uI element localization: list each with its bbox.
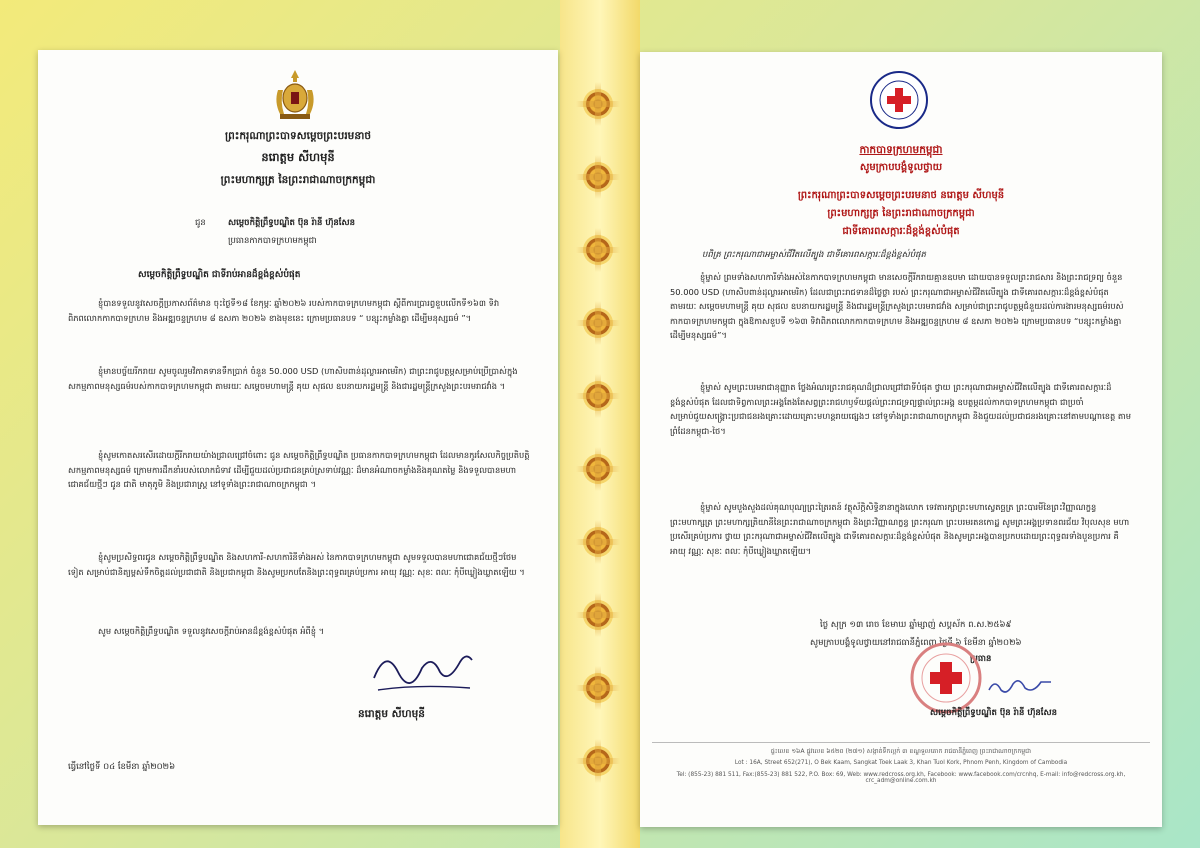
ornament-icon bbox=[586, 384, 610, 408]
addressee-line-2: ព្រះមហាក្សត្រ នៃព្រះរាជាណាចក្រកម្ពុជា bbox=[827, 208, 975, 219]
official-stamp-icon bbox=[908, 640, 984, 716]
king-handwritten-signature bbox=[368, 638, 478, 700]
royal-letter-page bbox=[38, 50, 558, 825]
ornament-icon bbox=[586, 238, 610, 262]
title-line-1: ព្រះករុណាព្រះបាទសម្តេចព្រះបរមនាថ bbox=[224, 130, 371, 142]
lunar-date: ថ្ងៃ សុក្រ ១៣ រោច ខែមាឃ ឆ្នាំម្សាញ់ សប្តស័ក ព.ស.២៥៦៩ bbox=[820, 620, 1012, 630]
paragraph-1: ខ្ញុំបានទទួលនូវសេចក្តីប្រកាសព័ត៌មាន ចុះថ្ងៃទី១៨ ខែកុម្ភៈ ឆ្នាំ២០២៦ របស់កាកបាទក្រហមកម្ពុជា ស្តីពីការប្រារព្ធខួបលើកទី១៦៣ ទិវាពិភពលោកកាកបាទក្រហម និងអឌ្ឍចន្ទក្រហម ៨ ឧសភា ២០២៦ ខាងមុខនេះ ក្រោមប្រធានបទ “ បន្សុះកម្លាំងគ្នា ដើម្បីមនុស្សធម៌ ”។ bbox=[68, 298, 500, 323]
ornament-icon bbox=[586, 311, 610, 335]
paragraph-1: ខ្ញុំម្ចាស់ ព្រមទាំងសហការីទាំងអស់នៃកាកបាទក្រហមកម្ពុជា មានសេចក្តីរីករាយគ្មានឧបមា ដោយបានទទួលព្រះរាជសារ និងព្រះរាជទ្រព្យ ចំនួន 50.000 USD (ហាសិបពាន់ដុល្លារអាមេរិក) ដែលជាព្រះរាជទានដ៏ថ្លៃថ្លា របស់ ព្រះករុណាជាអម្ចាស់ជីវិតលើត្បូង ជាទីគោរពសក្ការៈដ៏ខ្ពង់ខ្ពស់បំផុត តាមរយៈ សម្តេចមហាមន្ត្រី គុយ សុផល ឧបនាយករដ្ឋមន្ត្រី និងជារដ្ឋមន្ត្រីក្រសួងព្រះបរមរាជវាំង សម្រាប់ជាព្រះរាជូបត្ថម្ភជំនួយដល់ការងារមនុស្សធម៌របស់កាកបាទក្រហមកម្ពុជា ក្នុងឱកាសខួបទី ១៦៣ ទិវាពិភពលោកកាកបាទក្រហម និងអឌ្ឍចន្ទក្រហម ៨ ឧសភា ២០២៦ ក្រោមប្រធានបទ “បន្សុះកម្លាំងគ្នា ដើម្បីមនុស្សធម៌”។ bbox=[670, 272, 1124, 340]
ornament-icon bbox=[586, 603, 610, 627]
ornament-icon bbox=[586, 676, 610, 700]
org-name: កាកបាទក្រហមកម្ពុជា bbox=[859, 144, 943, 156]
subject-line: បពិត្រ ព្រះករុណាជាអម្ចាស់ជីវិតលើត្បូង ជាទីគោរពសក្ការៈដ៏ខ្ពង់ខ្ពស់បំផុត bbox=[702, 250, 926, 260]
ornament-icon bbox=[586, 92, 610, 116]
royal-crest-icon bbox=[272, 68, 318, 122]
greeting: សម្តេចកិត្តិព្រឹទ្ធបណ្ឌិត ជាទីរាប់អានដ៏ខ្ពង់ខ្ពស់បំផុត bbox=[138, 270, 301, 280]
signature-name: សម្តេចកិត្តិព្រឹទ្ធបណ្ឌិត ប៊ុន រ៉ានី ហ៊ុនសែន bbox=[930, 708, 1057, 718]
paragraph-2: ខ្ញុំម្ចាស់ សូមព្រះបរមរាជានុញ្ញាត ថ្លែងអំណរព្រះរាជគុណដ៏ជ្រាលជ្រៅជាទីបំផុត ថ្វាយ ព្រះករុណាជាអម្ចាស់ជីវិតលើត្បូង ជាទីគោរពសក្ការៈដ៏ខ្ពង់ខ្ពស់បំផុត ដែលជាទិព្វកាលព្រះអង្គតែងតែសព្វព្រះរាជហឫទ័យផ្តល់ព្រះរាជទ្រព្យផ្ទាល់ព្រះអង្គ ឧបត្ថម្ភដល់កាកបាទក្រហមកម្ពុជា ជាប្រចាំ សម្រាប់ជួយសង្គ្រោះប្រជាជនរងគ្រោះដោយគ្រោះមហន្តរាយផ្សេងៗ នៅទូទាំងព្រះរាជាណាចក្រកម្ពុជា និងជួយដល់ប្រជាជនរងគ្រោះនៅតាមបណ្តាខេត្ត តាមព្រំដែនកម្ពុជា-ថៃ។ bbox=[670, 382, 1132, 436]
paragraph-5: សូម សម្តេចកិត្តិព្រឹទ្ធបណ្ឌិត ទទួលនូវសេចក្តីរាប់អានដ៏ខ្ពង់ខ្ពស់បំផុត អំពីខ្ញុំ ។ bbox=[98, 626, 325, 636]
title-line-2: នរោត្តម សីហមុនី bbox=[261, 150, 335, 164]
closing-title: ប្រធាន bbox=[970, 654, 992, 664]
to-title: ប្រធានកាកបាទក្រហមកម្ពុជា bbox=[228, 236, 317, 246]
ornament-icon bbox=[586, 165, 610, 189]
paragraph-3: ខ្ញុំម្ចាស់ សូមបួងសួងដល់គុណបុណ្យព្រះត្រៃរតន៍ វត្ថុស័ក្តិសិទ្ធិនានាក្នុងលោក ទេវតារក្សាព្រះមហាស្វេតច្ឆត្រ ព្រះបារមីនៃព្រះវិញ្ញាណក្ខន្ធព្រះមហាក្សត្រ ព្រះមហាក្សត្រិយានីនៃព្រះរាជាណាចក្រកម្ពុជា និងព្រះវិញ្ញាណក្ខន្ធ ព្រះករុណា ព្រះបរមរតនកោដ្ឋ សូមព្រះអង្គប្រទានពរជ័យ វិបុលសុខ មហាប្រសើរគ្រប់ប្រការ ថ្វាយ ព្រះករុណាជាអម្ចាស់ជីវិតលើត្បូង ជាទីគោរពសក្ការៈដ៏ខ្ពង់ខ្ពស់បំផុត និងសូមព្រះអង្គបានប្រកបដោយព្រះពុទ្ធពរទាំងបួនប្រការ គឺ អាយុ វណ្ណៈ សុខៈ ពលៈ កុំបីឃ្លៀងឃ្លាតឡើយ។ bbox=[670, 502, 1130, 556]
paragraph-2: ខ្ញុំមានបច្ច័យរីករាយ សូមចូលរួមវិភាគទានទឹកប្រាក់ ចំនួន 50.000 USD (ហាសិបពាន់ដុល្លារអាមេរិក) ជាព្រះរាជូបត្ថម្ភសម្រាប់ប្រើប្រាស់ក្នុងសកម្មភាពមនុស្សធម៌របស់កាកបាទក្រហមកម្ពុជា តាមរយៈ សម្តេចមហាមន្ត្រី គុយ សុផល ឧបនាយករដ្ឋមន្ត្រី និងជារដ្ឋមន្ត្រីក្រសួងព្រះបរមរាជវាំង ។ bbox=[68, 366, 518, 391]
to-label: ជូន bbox=[195, 218, 206, 228]
to-name: សម្តេចកិត្តិព្រឹទ្ធបណ្ឌិត ប៊ុន រ៉ានី ហ៊ុនសែន bbox=[228, 218, 355, 228]
place-date: សូមក្រាបបង្គំទូលថ្វាយនៅរាជធានីភ្នំពេញ ថ្ងៃទី ៦ ខែមីនា ឆ្នាំ២០២៦ bbox=[810, 638, 1022, 648]
addressee-line-1: ព្រះករុណាព្រះបាទសម្តេចព្រះបរមនាថ នរោត្តម សីហមុនី bbox=[797, 190, 1005, 201]
president-handwritten-signature bbox=[985, 672, 1055, 700]
ornament-icon bbox=[586, 530, 610, 554]
date-line: ធ្វើនៅថ្ងៃទី ០៤ ខែមីនា ឆ្នាំ២០២៦ bbox=[68, 762, 176, 772]
footer-khmer-address: ផ្ទះលេខ ១៦A ផ្លូវលេខ ៦៥២ព (២៧១) សង្កាត់ទឹកល្អក់ ៣ ខណ្ឌទួលគោក រាជធានីភ្នំពេញ ព្រះរាជាណាចក្រកម្ពុជា bbox=[770, 748, 1032, 755]
ornament-icon bbox=[586, 457, 610, 481]
paragraph-4: ខ្ញុំសូមប្រសិទ្ធពរជូន សម្តេចកិត្តិព្រឹទ្ធបណ្ឌិត និងសហការី-សហការិនីទាំងអស់ នៃកាកបាទក្រហមកម្ពុជា សូមទទួលបានមហាជោគជ័យថ្មីៗថែមទៀត សម្រាប់ជានិត្យម្ពស់ទឹកចិត្តដល់ប្រជាជាតិ និងប្រជាកម្ពុជា និងសូមប្រកបតែនិងព្រះពុទ្ធពរគ្រប់ប្រការ អាយុ វណ្ណៈ សុខៈ ពលៈ កុំបីឃ្លៀងឃ្លាតឡើយ ។ bbox=[68, 552, 525, 577]
footer-address: Lot : 16A, Street 652(271), O Bek Kaam, Sangkat Toek Laak 3, Khan Tuol Kork, Phnom Penh, Kingdom of Cambodia bbox=[734, 760, 1068, 766]
footer-divider bbox=[652, 742, 1150, 743]
decorative-spine bbox=[560, 0, 640, 848]
signature-name: នរោត្តម សីហមុនី bbox=[358, 708, 425, 720]
title-line-3: ព្រះមហាក្សត្រ នៃព្រះរាជាណាចក្រកម្ពុជា bbox=[220, 174, 376, 186]
ornament-icon bbox=[586, 749, 610, 773]
subheading: សូមក្រាបបង្គំទូលថ្វាយ bbox=[859, 162, 943, 173]
red-cross-logo-icon bbox=[869, 70, 929, 130]
addressee-line-3: ជាទីគោរពសក្ការៈដ៏ខ្ពង់ខ្ពស់បំផុត bbox=[842, 226, 960, 237]
paragraph-3: ខ្ញុំសូមកោតសរសើរដោយក្តីរីករាយយ៉ាងជ្រាលជ្រៅចំពោះ ជូន សម្តេចកិត្តិព្រឹទ្ធបណ្ឌិត ប្រធានកាកបាទក្រហមកម្ពុជា ដែលមានកូរសែលកិច្ចប្រតិបត្តិសកម្មភាពមនុស្សធម៌ ក្រោមការដឹកនាំរបស់លោកជំទាវ ដើម្បីជួយដល់ប្រជាជនគ្រប់ស្រទាប់វណ្ណៈ ដ៏មានអំណាចកម្លាំងនិងគុណតម្លៃ និងទទួលបានមហាជោគជ័យថ្មីៗ ជូន ជាតិ មាតុភូមិ និងប្រជារាស្ត្រ នៅទូទាំងព្រះរាជាណាចក្រកម្ពុជា ។ bbox=[68, 450, 530, 489]
footer-contact: Tel: (855-23) 881 511, Fax:(855-23) 881 522, P.O. Box: 69, Web: www.redcross.org.kh, Facebook: www.facebook.com/crcnhq, E-mail: info@redcross.org.kh, crc_adm@online.com.kh bbox=[676, 772, 1126, 784]
red-cross-letter-page bbox=[640, 52, 1162, 827]
